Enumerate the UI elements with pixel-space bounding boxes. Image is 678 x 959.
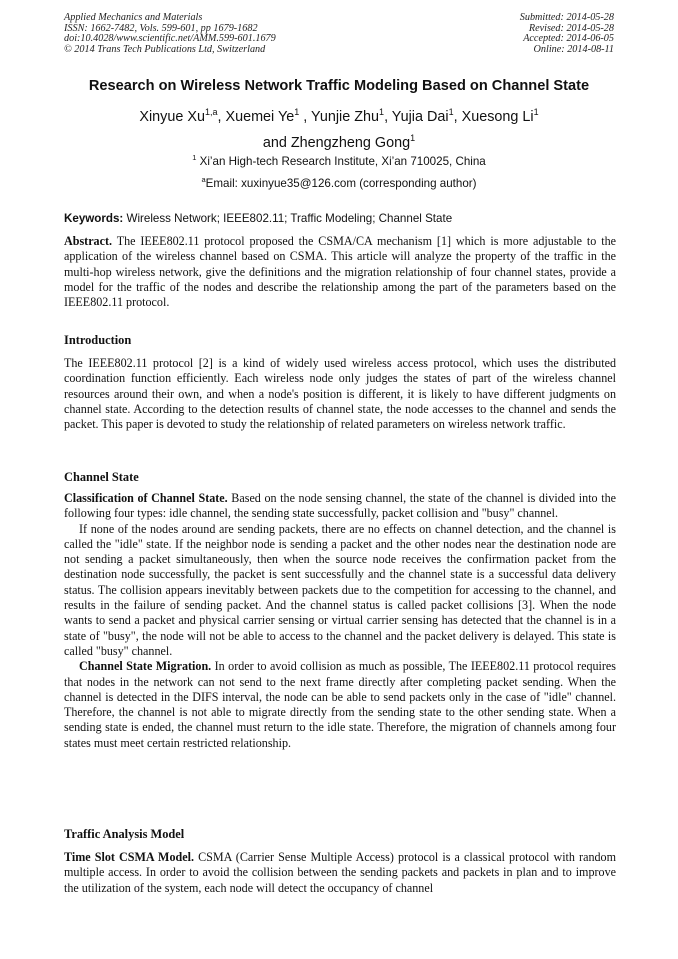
date-submitted: Submitted: 2014-05-28 bbox=[519, 12, 614, 23]
introduction-body bbox=[64, 356, 616, 432]
affiliation bbox=[0, 155, 678, 168]
abstract-text: The IEEE802.11 protocol proposed the CSMA/CA mechanism [1] which is more adjustable to the application of the wireless channel based on CSMA. This article will analyze the property of the traffic in the multi-hop wireless network, give the definitions and the migration relationship of four channel states, provide a model for the traffic of the nodes and describe the relationship among the part of the parameters based on the IEEE802.11 protocol. bbox=[64, 234, 616, 310]
author-superscript: 1,a bbox=[204, 107, 218, 117]
time-slot-paragraph bbox=[64, 850, 616, 896]
date-online: Online: 2014-08-11 bbox=[533, 43, 614, 55]
publication-dates bbox=[520, 13, 614, 55]
author-line-2 bbox=[0, 130, 678, 156]
channel-idle-paragraph: If none of the nodes around are sending packets, there are no effects on channel detection, and the channel is called the "idle" state. If the neighbor node is sending a packet and the other nodes near the destination node are not sending a packet simultaneously, then when the source node receives the confirmation packet from the destination node successfully, the packet is sent successfully and the channel state is a successful data delivery status. The collision appears inevitably between packets due to the competition for accessing to the channel, and results in the failure of sending packet. And the channel status is called packet collisions [3]. When the node wants to send a packet and physical carrier sensing or virtual carrier sensing has detected that the channel is in a state of "busy", the node will not be able to access to the channel and the packet delivery is delayed. This state is called "busy" channel. bbox=[64, 521, 616, 658]
journal-info bbox=[64, 13, 276, 55]
date-revised: Revised: 2014-05-28 bbox=[528, 22, 614, 34]
migration-text: In order to avoid collision as much as possible, The IEEE802.11 protocol requires that nodes in the network can not send to the next frame directly after completing packet sending. When the channel is detected in the DIFS interval, the node can be able to send packets only in the case of "idle" channel. Therefore, the channel is not able to migrate directly from the sending state to the other sending state. When a sending state is ended, the channel must return to the idle state. Therefore, the migration of channels among four states must meet certain restricted relationship. bbox=[64, 659, 617, 750]
channel-state-body bbox=[64, 491, 616, 751]
classification-label: Classification of Channel State. bbox=[64, 491, 228, 505]
author-name: and Zhengzheng Gong bbox=[262, 135, 411, 151]
author-superscript: 1 bbox=[533, 107, 539, 117]
abstract-paragraph bbox=[64, 234, 616, 310]
abstract-label: Abstract. bbox=[64, 234, 113, 248]
introduction-paragraph: The IEEE802.11 protocol [2] is a kind of widely used wireless access protocol, which uses the distributed coordination function efficiently. Each wireless node only judges the states of part of the wireless channel resources around their own, and when a node's position is different, it is likely to have different judgments on channel state. According to the detection results of channel state, the node accesses to the channel and sends the packet. This paper is devoted to study the relationship of related parameters on wireless network traffic. bbox=[64, 356, 616, 432]
classification-paragraph bbox=[64, 491, 616, 522]
author-name: , Xuesong Li bbox=[453, 109, 534, 125]
migration-paragraph bbox=[64, 659, 616, 751]
section-heading-channel-state: Channel State bbox=[64, 470, 139, 484]
time-slot-text: CSMA (Carrier Sense Multiple Access) protocol is a classical protocol with random multiple access. In order to avoid the collision between the sending packets and packets in plan and to improve the utilization of the system, each node will detect the occupancy of channel bbox=[64, 850, 617, 895]
corresponding-email bbox=[0, 177, 678, 190]
keywords bbox=[64, 212, 616, 225]
author-name: , Yujia Dai bbox=[384, 109, 449, 125]
traffic-analysis-body bbox=[64, 850, 616, 896]
author-list bbox=[0, 104, 678, 156]
keywords-label: Keywords: bbox=[64, 212, 124, 225]
affiliation-superscript: 1 bbox=[192, 153, 197, 162]
time-slot-label: Time Slot CSMA Model. bbox=[64, 850, 194, 864]
keywords-text: Wireless Network; IEEE802.11; Traffic Modeling; Channel State bbox=[123, 212, 453, 225]
abstract bbox=[64, 234, 616, 310]
migration-label: Channel State Migration. bbox=[79, 659, 212, 674]
author-superscript: 1 bbox=[410, 133, 416, 143]
affiliation-text: Xi’an High-tech Research Institute, Xi’an 710025, China bbox=[196, 155, 486, 168]
date-accepted: Accepted: 2014-06-05 bbox=[523, 33, 614, 45]
email-superscript: a bbox=[201, 175, 206, 184]
journal-issn: ISSN: 1662-7482, Vols. 599-601, pp 1679-1682 bbox=[64, 22, 258, 34]
author-name: , Xuemei Ye bbox=[217, 109, 295, 125]
email-text[interactable]: Email: xuxinyue35@126.com (corresponding author) bbox=[205, 177, 477, 190]
author-name: Xinyue Xu bbox=[139, 109, 205, 125]
author-superscript: 1 bbox=[448, 107, 454, 117]
section-heading-traffic-analysis: Traffic Analysis Model bbox=[64, 827, 185, 841]
author-line-1 bbox=[0, 104, 678, 130]
author-superscript: 1 bbox=[379, 107, 385, 117]
author-superscript: 1 bbox=[294, 107, 300, 117]
journal-doi[interactable]: doi:10.4028/www.scientific.net/AMM.599-601.1679 bbox=[64, 33, 276, 45]
journal-name: Applied Mechanics and Materials bbox=[64, 12, 203, 23]
journal-copyright: © 2014 Trans Tech Publications Ltd, Switzerland bbox=[64, 43, 266, 55]
section-heading-introduction: Introduction bbox=[64, 333, 132, 347]
paper-title: Research on Wireless Network Traffic Modeling Based on Channel State bbox=[88, 78, 590, 94]
classification-text: Based on the node sensing channel, the state of the channel is divided into the following four types: idle channel, the sending state successfully, packet collision and "busy" channel. bbox=[64, 491, 616, 521]
author-name: , Yunjie Zhu bbox=[299, 109, 380, 125]
